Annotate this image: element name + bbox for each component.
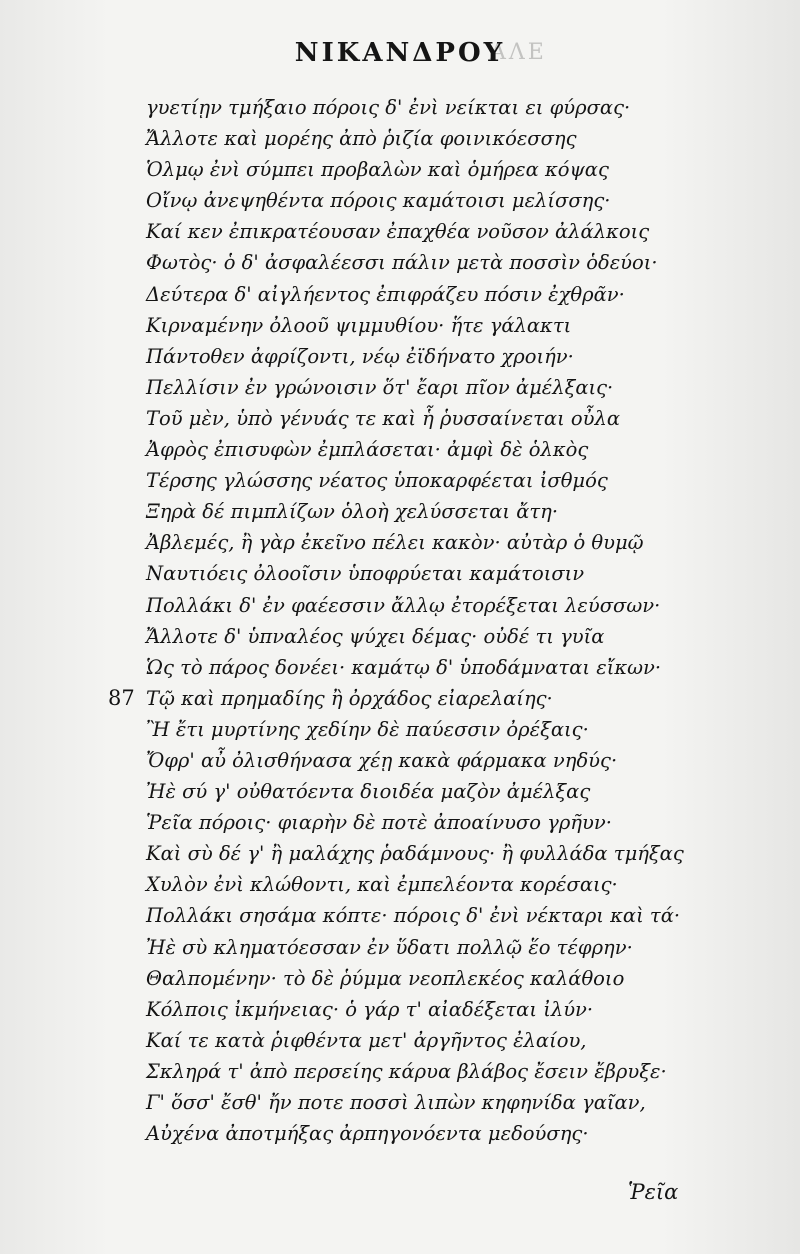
catchword: Ῥεῖα (628, 1180, 679, 1204)
verse-line (146, 932, 666, 963)
verse-line (146, 900, 681, 931)
verse-line-text: Ὄφρ' αὖ ὀλισθήνασα χέῃ κακὰ φάρμακα νηδύς· (146, 748, 618, 772)
verse-line (108, 683, 666, 714)
verse-line-text: Ἄλλοτε καὶ μορέης ἀπὸ ῥιζία φοινικόεσσης (146, 127, 577, 151)
verse-line-text: Τοῦ μὲν, ὑπὸ γένυάς τε καὶ ἧ ῥυσσαίνεται οὖλα (146, 406, 621, 430)
verse-line (146, 434, 666, 465)
verse-line (146, 527, 666, 558)
verse-line (146, 496, 666, 527)
verse-line (146, 558, 666, 589)
verse-line (146, 1025, 666, 1056)
verse-line (146, 963, 666, 994)
verse-line-text: Κιρναμένην ὀλοοῦ ψιμμυθίου· ἥτε γάλακτι (146, 313, 572, 337)
verse-line-text: Ἄλλοτε δ' ὑπναλέος ψύχει δέμας· οὐδέ τι γυῖα (146, 624, 605, 648)
verse-line-text: Ἀφρὸς ἐπισυφὼν ἐμπλάσεται· ἀμφὶ δὲ ὁλκὸς (146, 438, 589, 462)
verse-line-text: Καὶ σὺ δέ γ' ἢ μαλάχης ῥαδάμνους· ἢ φυλλάδα τμήξας (146, 842, 684, 866)
verse-line (146, 621, 666, 652)
verse-line-text: Ἀβλεμές, ἢ γὰρ ἐκεῖνο πέλει κακὸν· αὐτὰρ ὁ θυμῷ (146, 531, 644, 555)
verse-line-text: Γ' ὅσσ' ἔσθ' ἤν ποτε ποσσὶ λιπὼν κηφηνίδα γαῖαν, (146, 1091, 646, 1114)
verse-line (146, 745, 666, 776)
show-through-mark: ΑΛΕ (490, 40, 547, 65)
verse-line-text: Τέρσης γλώσσης νέατος ὑποκαρφέεται ἰσθμός (146, 469, 608, 493)
verse-line-text: Δεύτερα δ' αἰγλήεντος ἐπιφράζευ πόσιν ἐχθρᾶν· (146, 282, 625, 306)
verse-line (146, 776, 666, 807)
marginal-line-number: 87 (108, 685, 135, 710)
verse-line (146, 341, 666, 372)
verse-line (146, 123, 666, 154)
verse-line (146, 869, 666, 900)
verse-line (146, 279, 666, 310)
verse-line (146, 652, 666, 683)
verse-line (146, 1087, 666, 1118)
verse-line-text: Τῷ καὶ πρημαδίης ἢ ὀρχάδος εἰαρελαίης· (146, 686, 553, 710)
verse-line-text: Χυλὸν ἐνὶ κλώθοντι, καὶ ἐμπελέοντα κορέσαις· (146, 873, 618, 897)
verse-line-text: Ῥεῖα πόροις· φιαρὴν δὲ ποτὲ ἀποαίνυσο γρῆυν· (146, 811, 612, 835)
verse-line-text: Καί τε κατὰ ῥιφθέντα μετ' ἀργῆντος ἐλαίου, (146, 1028, 587, 1052)
verse-line-text: Σκληρά τ' ἀπὸ περσείης κάρυα βλάβος ἔσειν ἔβρυξε· (146, 1059, 667, 1083)
verse-line-text: Κόλποις ἰκμήνειας· ὁ γάρ τ' αἰαδέξεται ἰλύν· (146, 997, 594, 1021)
verse-line-text: Οἴνῳ ἀνεψηθέντα πόροις καμάτοισι μελίσσης· (146, 189, 611, 213)
verse-line-text: Καί κεν ἐπικρατέουσαν ἐπαχθέα νοῦσον ἀλάλκοις (146, 220, 650, 244)
verse-line-text: Φωτὸς· ὁ δ' ἀσφαλέεσσι πάλιν μετὰ ποσσὶν ὁδεύοι· (146, 251, 658, 275)
verse-line-text: Αὐχένα ἀποτμήξας ἀρπηγονόεντα μεδούσης· (146, 1122, 589, 1146)
verse-line (146, 216, 666, 247)
verse-line-text: Πολλάκι σησάμα κόπτε· πόροις δ' ἐνὶ νέκταρι καὶ τά· (146, 904, 681, 928)
verse-line (146, 92, 666, 123)
verse-line (146, 1118, 666, 1149)
verse-line (146, 465, 666, 496)
verse-line-text: Πελλίσιν ἐν γρώνοισιν ὅτ' ἔαρι πῖον ἀμέλξαις· (146, 375, 614, 399)
verse-line-text: Ξηρὰ δέ πιμπλίζων ὁλοὴ χελύσσεται ἄτη· (146, 500, 559, 524)
verse-text-block (108, 92, 684, 1149)
verse-line-text: Ἠὲ σύ γ' οὐθατόεντα διοιδέα μαζὸν ἀμέλξας (146, 780, 591, 804)
verse-line-text: Ἢ ἔτι μυρτίνης χεδίην δὲ παύεσσιν ὀρέξαις· (146, 717, 589, 741)
verse-line (146, 154, 666, 185)
verse-line (146, 807, 666, 838)
verse-line-text: Ὁλμῳ ἐνὶ σύμπει προβαλὼν καὶ ὁμήρεα κόψας (146, 158, 609, 182)
verse-line (146, 714, 666, 745)
verse-line-text: Πολλάκι δ' ἐν φαέεσσιν ἄλλῳ ἐτορέξεται λεύσσων· (146, 593, 661, 617)
verse-line (146, 590, 666, 621)
left-margin-shadow (0, 0, 110, 1254)
verse-line (146, 838, 684, 869)
verse-line-text: Πάντοθεν ἀφρίζοντι, νέῳ ἐϊδήνατο χροιήν· (146, 344, 574, 368)
right-margin-shadow (660, 0, 800, 1254)
verse-line-text: Ναυτιόεις ὀλοοῖσιν ὑποφρύεται καμάτοισιν (146, 562, 585, 586)
verse-line (146, 247, 666, 278)
verse-line (146, 310, 666, 341)
verse-line-text: Ὡς τὸ πάρος δονέει· καμάτῳ δ' ὑποδάμναται εἴκων· (146, 655, 662, 679)
running-head: ΝΙΚΑΝΔΡΟΥ (294, 38, 506, 68)
verse-line (146, 403, 666, 434)
verse-line-text: Ἠὲ σὺ κληματόεσσαν ἐν ὕδατι πολλῷ ἕο τέφρην· (146, 935, 633, 959)
verse-line (146, 994, 666, 1025)
verse-line (146, 372, 666, 403)
verse-line-text: Θαλπομένην· τὸ δὲ ῥύμμα νεοπλεκέος καλάθοιο (146, 966, 625, 990)
verse-line (146, 1056, 666, 1087)
verse-line (146, 185, 666, 216)
verse-line-text: γυετίῃν τμήξαιο πόροις δ' ἐνὶ νείκται ει φύρσας· (146, 96, 631, 119)
